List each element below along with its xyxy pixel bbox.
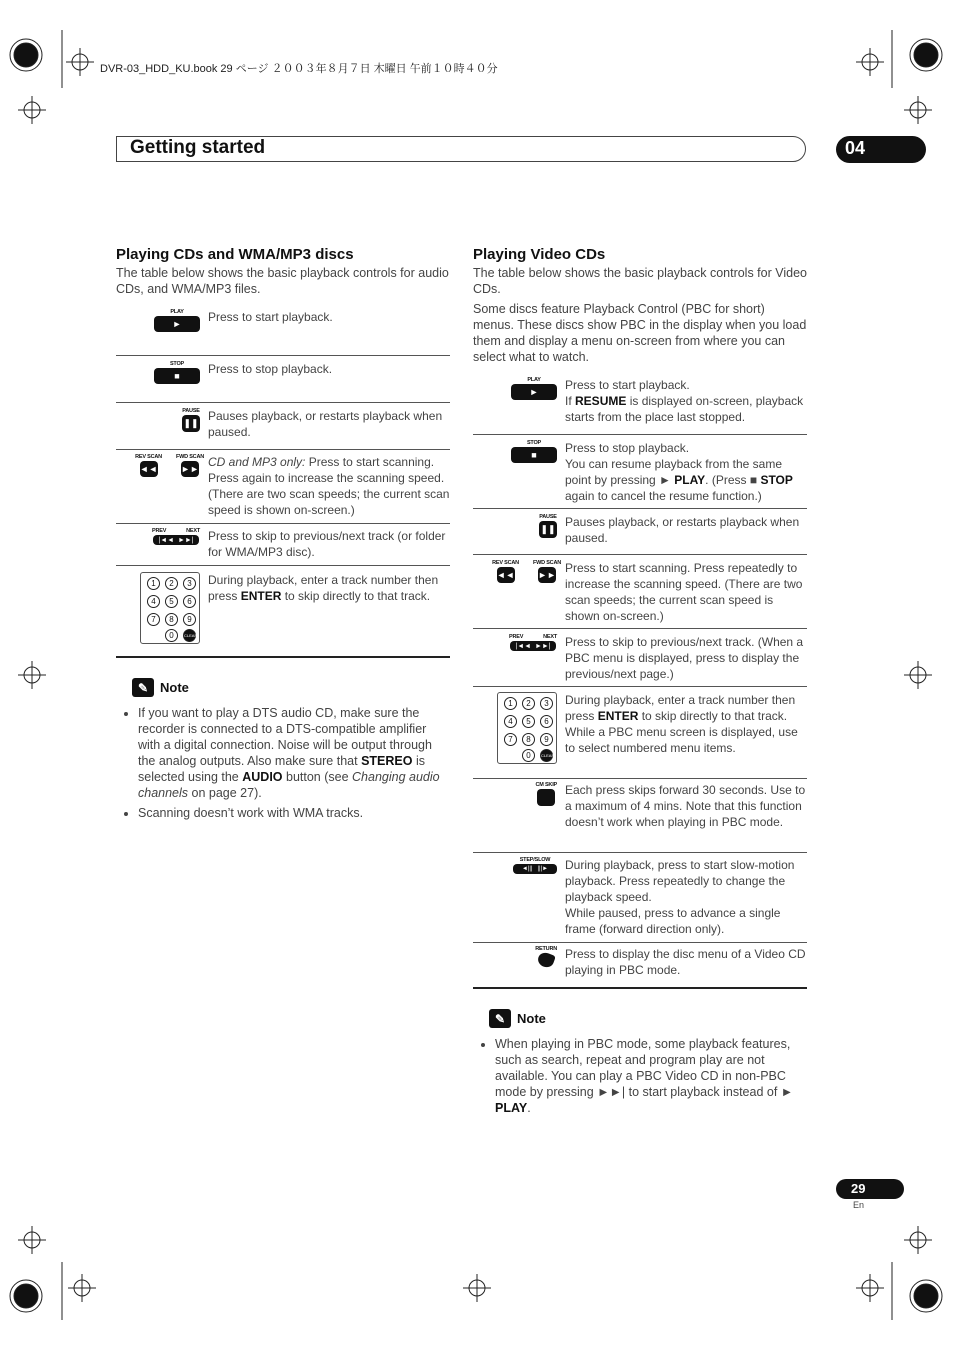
vcd-controls-table bbox=[473, 377, 807, 989]
number-key: 6 bbox=[540, 715, 553, 728]
rev-scan-button-icon: REV SCAN ◄◄ bbox=[135, 454, 162, 477]
table-row bbox=[116, 356, 450, 403]
number-keypad-icon bbox=[140, 572, 200, 644]
play-button-icon: PLAY ► bbox=[511, 377, 557, 400]
number-key: 2 bbox=[522, 697, 535, 710]
number-key: 5 bbox=[522, 715, 535, 728]
note-box: ✎ Note bbox=[489, 1009, 807, 1028]
language-code: En bbox=[853, 1200, 865, 1210]
list-item: • If you want to play a DTS audio CD, make sure the recorder is connected to a DTS-compatible amplifier with a digital connection. Noise will be output through the analog outputs. Also make sure that STEREO is selected using the AUDIO button (see Changing audio channels on page 27). bbox=[138, 705, 450, 801]
right-column bbox=[473, 246, 807, 1120]
table-row bbox=[473, 687, 807, 779]
number-key: 9 bbox=[183, 613, 196, 626]
page-number: 29 bbox=[836, 1179, 904, 1199]
stop-button-icon: STOP ■ bbox=[511, 440, 557, 463]
table-row bbox=[473, 779, 807, 853]
list-item: • When playing in PBC mode, some playback features, such as search, repeat and program play are not available. You can play a PBC Video CD in non-PBC mode by pressing ►►| to start playback instead of ► PLAY. bbox=[495, 1036, 807, 1116]
table-row bbox=[116, 309, 450, 356]
table-row bbox=[116, 566, 450, 656]
table-row bbox=[473, 853, 807, 943]
row-description: Press to start playback. If RESUME is displayed on-screen, playback starts from the place last stopped. bbox=[565, 378, 804, 424]
row-description: Each press skips forward 30 seconds. Use to a maximum of 4 mins. Note that this function doesn’t work when playing in PBC mode. bbox=[565, 783, 806, 829]
right-heading: Playing Video CDs bbox=[473, 246, 606, 263]
row-description: Pauses playback, or restarts playback when paused. bbox=[565, 515, 800, 545]
cm-skip-button-icon: CM SKIP bbox=[535, 782, 557, 806]
row-description: During playback, enter a track number then press ENTER to skip directly to that track. bbox=[208, 573, 439, 603]
row-description: Press to skip to previous/next track (or folder for WMA/MP3 disc). bbox=[208, 529, 446, 559]
play-button-icon: PLAY ► bbox=[154, 309, 200, 332]
number-key: 8 bbox=[522, 733, 535, 746]
left-intro: The table below shows the basic playback controls for audio CDs, and WMA/MP3 files. bbox=[116, 266, 449, 296]
clear-key: CLEAR bbox=[183, 629, 196, 642]
fwd-scan-button-icon: FWD SCAN ►► bbox=[176, 454, 204, 477]
number-key: 0 bbox=[522, 749, 535, 762]
number-key: 7 bbox=[147, 613, 160, 626]
number-key: 2 bbox=[165, 577, 178, 590]
table-row bbox=[116, 450, 450, 524]
table-row bbox=[473, 555, 807, 629]
table-row bbox=[116, 403, 450, 450]
book-header: DVR-03_HDD_KU.book 29 ページ ２００３年８月７日 木曜日 午前１０時４０分 bbox=[100, 63, 498, 75]
pause-button-icon: PAUSE ❚❚ bbox=[539, 514, 557, 538]
number-key: 3 bbox=[183, 577, 196, 590]
table-row bbox=[473, 629, 807, 687]
list-item: • Scanning doesn’t work with WMA tracks. bbox=[138, 805, 450, 821]
table-row bbox=[473, 509, 807, 555]
row-description: Pauses playback, or restarts playback when paused. bbox=[208, 409, 443, 439]
left-heading: Playing CDs and WMA/MP3 discs bbox=[116, 246, 354, 263]
fwd-scan-button-icon: FWD SCAN ►► bbox=[533, 560, 561, 583]
step-slow-button-icon: STEP/SLOW ◄||| |||► bbox=[513, 857, 557, 874]
number-key: 9 bbox=[540, 733, 553, 746]
pencil-note-icon: ✎ bbox=[132, 678, 154, 697]
stop-button-icon: STOP ■ bbox=[154, 361, 200, 384]
row-description: CD and MP3 only: Press to start scanning. Press again to increase the scanning speed. (There are two scan speeds; the current scan speed is shown on-screen.) bbox=[208, 455, 450, 517]
number-key: 8 bbox=[165, 613, 178, 626]
number-key: 5 bbox=[165, 595, 178, 608]
table-row bbox=[473, 943, 807, 987]
chapter-badge: 04 bbox=[836, 136, 926, 163]
row-description: Press to skip to previous/next track. (When a PBC menu is displayed, press to display the previous/next page.) bbox=[565, 635, 804, 681]
number-key: 4 bbox=[147, 595, 160, 608]
table-row bbox=[473, 377, 807, 435]
note-list bbox=[473, 1036, 807, 1116]
row-description: Press to stop playback. bbox=[208, 362, 333, 376]
number-key: 1 bbox=[147, 577, 160, 590]
row-description: Press to start scanning. Press repeatedly to increase the scanning speed. (There are two scan speeds; the current scan speed is shown on-screen.) bbox=[565, 561, 803, 623]
clear-key: CLEAR bbox=[540, 749, 553, 762]
row-description: Press to start playback. bbox=[208, 310, 333, 324]
row-description: Press to stop playback. You can resume playback from the same point by pressing ► PLAY. (Press ■ STOP again to cancel the resume function.) bbox=[565, 441, 793, 503]
prev-next-button-icon: PREV NEXT |◄◄ ►►| bbox=[509, 634, 557, 650]
table-row bbox=[116, 524, 450, 566]
prev-next-button-icon: PREV NEXT |◄◄ ►►| bbox=[152, 528, 200, 544]
rev-scan-button-icon: REV SCAN ◄◄ bbox=[492, 560, 519, 583]
right-intro-2: Some discs feature Playback Control (PBC for short) menus. These discs show PBC in the display when you load them and display a menu on-screen from where you can select what to watch. bbox=[473, 302, 807, 364]
note-list bbox=[116, 705, 450, 821]
note-box: ✎ Note bbox=[132, 678, 450, 697]
return-button-icon: RETURN bbox=[535, 946, 557, 967]
row-description: During playback, press to start slow-motion playback. Press repeatedly to change the playback speed. While paused, press to advance a single frame (forward direction only). bbox=[565, 858, 795, 936]
pause-button-icon: PAUSE ❚❚ bbox=[182, 408, 200, 432]
cd-controls-table bbox=[116, 309, 450, 658]
left-column bbox=[116, 246, 450, 825]
pencil-note-icon: ✎ bbox=[489, 1009, 511, 1028]
number-key: 0 bbox=[165, 629, 178, 642]
right-intro-1: The table below shows the basic playback controls for Video CDs. bbox=[473, 266, 807, 296]
row-description: During playback, enter a track number then press ENTER to skip directly to that track. While a PBC menu screen is displayed, use to select numbered menu items. bbox=[565, 693, 798, 755]
number-key: 6 bbox=[183, 595, 196, 608]
number-key: 7 bbox=[504, 733, 517, 746]
number-key: 3 bbox=[540, 697, 553, 710]
row-description: Press to display the disc menu of a Video CD playing in PBC mode. bbox=[565, 947, 806, 977]
number-keypad-icon bbox=[497, 692, 557, 764]
number-key: 4 bbox=[504, 715, 517, 728]
section-title: Getting started bbox=[130, 137, 266, 158]
table-row bbox=[473, 435, 807, 509]
number-key: 1 bbox=[504, 697, 517, 710]
